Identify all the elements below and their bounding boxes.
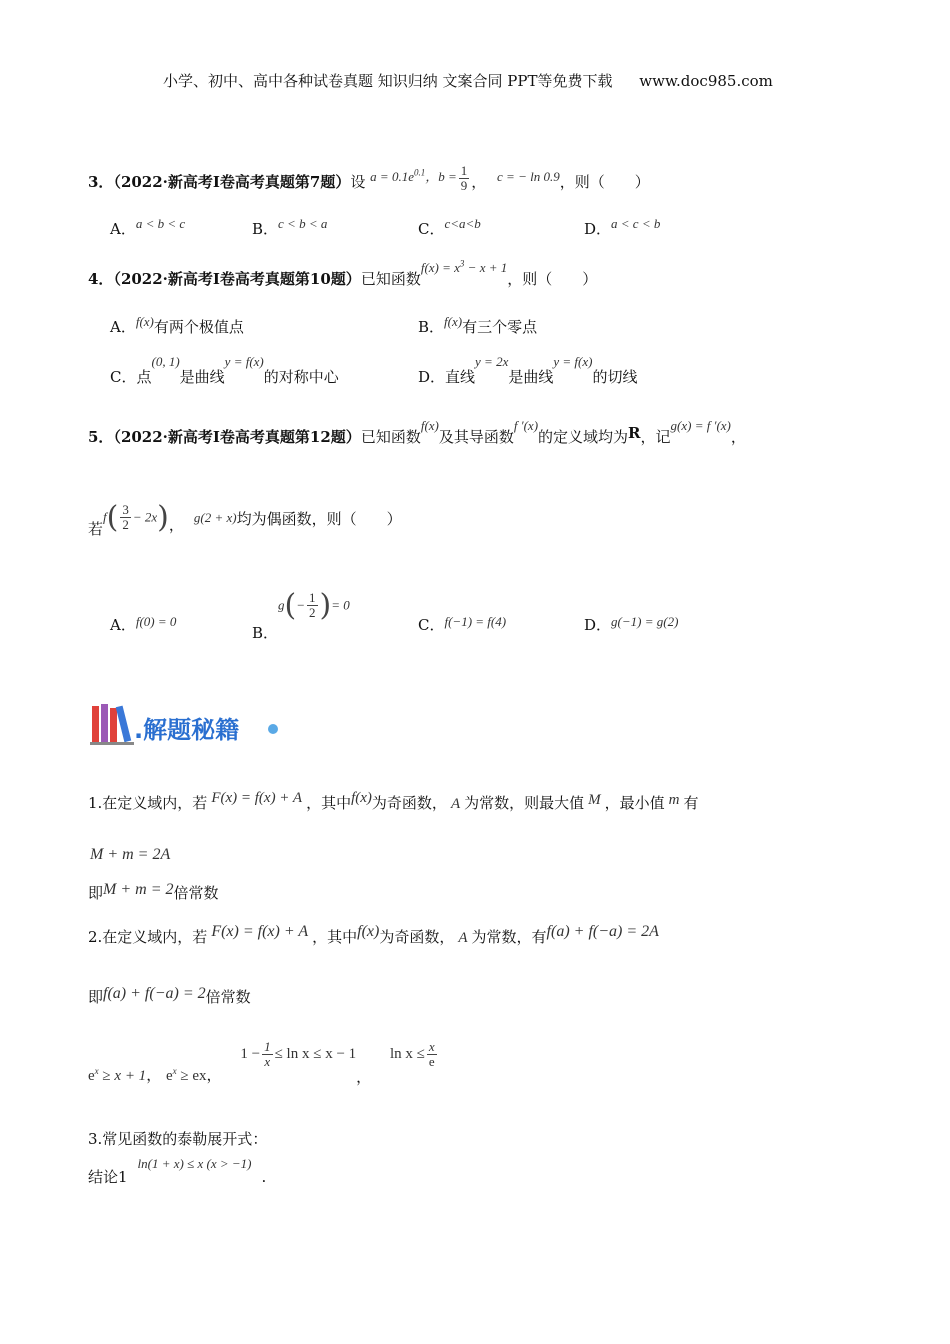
- books-icon: [90, 702, 136, 746]
- book-purple: [101, 704, 108, 742]
- book-blue: [116, 706, 132, 743]
- header-url: www.doc985.com: [639, 72, 773, 90]
- q5-comma: ，: [730, 428, 746, 446]
- q3-b-fraction: $\frac{1}{9}$: [460, 163, 468, 194]
- q3-option-c[interactable]: C．c<a<b: [418, 216, 481, 238]
- q5-option-d[interactable]: D．g(−1) = g(2): [584, 614, 679, 634]
- q4-option-b[interactable]: B．f(x)有三个零点: [418, 314, 538, 336]
- conclusion-1: 结论1ln(1 + x) ≤ x (x > −1).: [88, 1156, 267, 1186]
- ineq-4: ln x ≤ $\frac{x}{e}$: [389, 1039, 435, 1070]
- q3-option-b[interactable]: B．c < b < a: [252, 216, 328, 238]
- q5-g-expr: g(x) = f ′(x): [670, 418, 731, 433]
- q3-b-expr: ，b =: [425, 168, 457, 184]
- q4-number: 4．: [88, 270, 114, 288]
- question-3: 3．（2022·新高考Ⅰ卷高考真题第7题）设 $a = 0.1e^{0.1}$，b = $\frac{1}{9}$ ， c = − ln 0.9，则（ ）: [88, 163, 650, 194]
- q4-option-d[interactable]: D．直线y = 2x是曲线y = f(x)的切线: [418, 354, 638, 386]
- tip-1-conclusion: 即M + m = 2倍常数: [88, 881, 219, 902]
- q5-option-c[interactable]: C．f(−1) = f(4): [418, 614, 507, 634]
- q5-option-a[interactable]: A．f(0) = 0: [110, 614, 177, 634]
- question-5: [88, 418, 746, 447]
- tip-2: 2.在定义域内，若 F(x) = f(x) + A ，其中f(x)为奇函数， A 为常数，有f(a) + f(−a) = 2A: [88, 923, 659, 946]
- q5-condition: 若f( $\frac{3}{2}$ − 2x)， g(2 + x)均为偶函数，则（ ）: [88, 500, 402, 538]
- q3-a-expr: $a = 0.1e^{0.1}$: [370, 167, 426, 184]
- q3-source: （2022·新高考Ⅰ卷高考真题第7题）: [113, 172, 351, 191]
- tip-3: 3.常见函数的泰勒展开式：: [88, 1130, 268, 1148]
- q5-mid2: 的定义域均为: [538, 428, 629, 446]
- q5-fraction: $\frac{3}{2}$: [122, 501, 129, 532]
- q5-fprime-expr: f ′(x): [513, 418, 539, 433]
- q5-number: 5．: [88, 428, 114, 446]
- book-red-2: [110, 708, 117, 742]
- header-text: 小学、初中、高中各种试卷真题 知识归纳 文案合同 PPT等免费下载: [163, 72, 613, 90]
- ineq-3: 1 − $\frac{1}{x}$ ≤ ln x ≤ x − 1: [240, 1039, 357, 1070]
- q5-mid3: ，记: [640, 428, 671, 446]
- q5-source: （2022·新高考Ⅰ卷高考真题第12题）: [113, 428, 361, 446]
- q5-f-expr: f(x): [420, 418, 439, 433]
- tip-1-equation: M + m = 2A: [90, 846, 171, 863]
- q4-option-a[interactable]: A．f(x)有两个极值点: [110, 314, 244, 336]
- q5-R: R: [628, 424, 641, 442]
- section-banner: [90, 702, 290, 746]
- q3-option-a[interactable]: A．a < b < c: [110, 216, 186, 238]
- ineq-1: $e^x \ge x + 1$: [88, 1066, 147, 1085]
- tip-2-conclusion: 即f(a) + f(−a) = 2倍常数: [88, 985, 251, 1006]
- banner-dot-icon: [268, 724, 278, 734]
- book-red: [92, 706, 99, 742]
- q4-tail: ，则（ ）: [507, 270, 598, 288]
- question-4: [88, 258, 598, 289]
- inequalities: $e^x \ge x + 1$， $e^x$ ≥ ex， 1 − $\frac{1}{x}$ ≤ ln x ≤ x − 1， ln x ≤ $\frac{x}{e}$: [88, 1040, 439, 1070]
- q3-option-d[interactable]: D．a < c < b: [584, 216, 661, 238]
- q3-c-expr: c = − ln 0.9: [497, 168, 560, 184]
- q5-mid1: 及其导函数: [438, 428, 514, 446]
- q5-option-b[interactable]: B．g(− $\frac{1}{2}$ )= 0: [252, 588, 350, 642]
- tip-1: 1.在定义域内，若 F(x) = f(x) + A ，其中f(x)为奇函数， A 为常数，则最大值 M ，最小值 m 有: [88, 790, 699, 812]
- q4-lead: 已知函数: [360, 270, 421, 288]
- q4-func: $f(x) = x^3 - x + 1$: [420, 258, 508, 275]
- page-header: [163, 70, 773, 91]
- q3-number: 3．: [88, 172, 114, 191]
- ineq-2: $e^x$ ≥ ex: [165, 1066, 207, 1085]
- q4-option-c[interactable]: C．点(0, 1)是曲线y = f(x)的对称中心: [110, 354, 339, 386]
- q5-lead: 已知函数: [360, 428, 421, 446]
- q3-tail: ，则（ ）: [559, 172, 650, 191]
- q3-lead: 设: [350, 172, 366, 191]
- q4-source: （2022·新高考Ⅰ卷高考真题第10题）: [113, 270, 361, 288]
- banner-title: .解题秘籍: [134, 716, 240, 744]
